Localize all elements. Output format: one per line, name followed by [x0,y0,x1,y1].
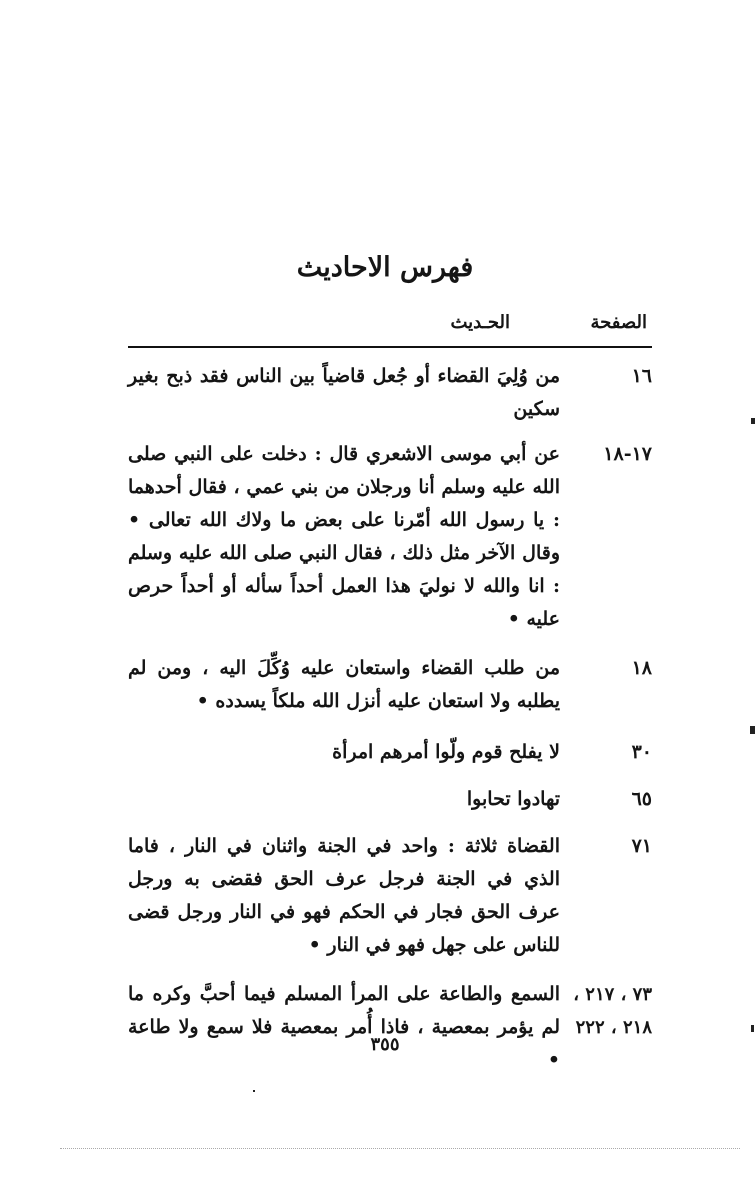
entry-page-number: ٦٥ [631,788,652,810]
entry-hadith-text: تهادوا تحابوا [466,788,560,810]
scan-speck [253,1090,255,1092]
page-title: فهرس الاحاديث [296,252,474,283]
entry-hadith-text: من وُلِيَ القضاء أو جُعل قاضياً بين الناس فقد ذبح بغير سكين [128,365,560,420]
entry-hadith-text: السمع والطاعة على المرأ المسلم فيما أحبَّ وكره ما لم يؤمر بمعصية ، فاذا أُمر بمعصية فلا سمع ولا طاعة • [128,983,560,1071]
index-entry [128,736,652,769]
entry-page-number: ١٨ [631,657,652,679]
index-entry [128,978,652,1077]
entry-page-number: ١٦ [631,365,652,387]
page-folio-number: ٣٥٥ [370,1034,400,1055]
header-rule [128,346,652,348]
index-entry [128,360,652,426]
entry-page-number: ٧١ [631,835,652,857]
scan-speck [750,726,755,734]
index-entry [128,438,652,636]
column-header-hadith: الحـديث [450,312,510,333]
entry-hadith-text: عن أبي موسى الاشعري قال : دخلت على النبي صلى الله عليه وسلم أنا ورجلان من بني عمي ، فقال أحدهما : يا رسول الله أمّرنا على بعض ما ولاك الله تعالى • وقال الآخر مثل ذلك ، فقال النبي صلى الله عليه وسلم : انا والله لا نوليَ هذا العمل أحداً سأله أو أحداً حرص عليه • [128,443,560,630]
entry-hadith-text: لا يفلح قوم ولّوا أمرهم امرأة [332,741,560,763]
index-entry [128,830,652,962]
entry-hadith-text: القضاة ثلاثة : واحد في الجنة واثنان في النار ، فاما الذي في الجنة فرجل عرف الحق فقضى به ورجل عرف الحق فجار في الحكم فهو في النار ورجل قضى للناس على جهل فهو في النار • [128,835,560,956]
entry-page-number: ١٧-١٨ [603,443,652,465]
scan-speck [751,1025,754,1032]
entry-hadith-text: من طلب القضاء واستعان عليه وُكِّلَ اليه ، ومن لم يطلبه ولا استعان عليه أنزل الله ملكاً يسدده • [128,657,560,712]
index-entry [128,783,652,816]
index-entry [128,652,652,718]
scan-speck [751,418,755,424]
entry-page-number: ٣٠ [631,741,652,763]
hadith-index-list [128,360,652,1077]
column-header-page: الصفحة [590,312,647,333]
scan-edge-noise [60,1148,740,1150]
entry-page-number: ٧٣ ، ٢١٧ ، ٢١٨ ، ٢٢٢ [573,984,652,1038]
